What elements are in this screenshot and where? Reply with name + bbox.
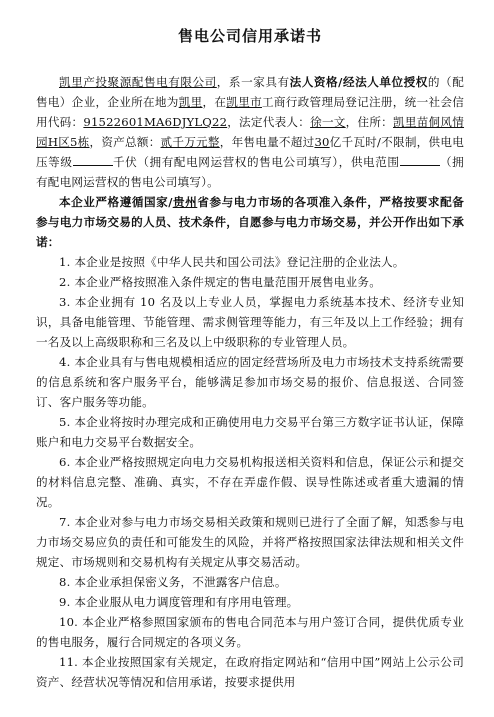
document-title: 售电公司信用承诺书: [177, 27, 322, 45]
commitment-item-9: 9. 本企业服从电力调度管理和有序用电管理。: [59, 595, 299, 609]
voltage-level-blank: [73, 153, 113, 166]
intro-text-9: 亿千瓦时/不限制，供电电压等级: [36, 135, 464, 169]
province-name: 贵州: [172, 195, 198, 209]
intro-text-7: ，资产总额：: [89, 135, 161, 149]
intro-text-11: （拥有配电网运营权的售电公司填写）。: [36, 155, 464, 189]
commitment-item-7: 7. 本企业对参与电力市场交易相关政策和规则已进行了全面了解，知悉参与电力市场交易应负的责任和可能发生的风险，并将严格按照国家法律法规和相关文件规定、市场规则和交易机构有关规定从事交易活动。: [36, 515, 464, 569]
commitment-item-11: 11. 本企业按照国家有关规定，在政府指定网站和“信用中国”网站上公示公司资产、经营状况等情况和信用承诺，按要求提供用: [36, 655, 464, 689]
intro-text-10: 千伏（拥有配电网运营权的售电公司填写），供电范围: [112, 155, 400, 169]
commitment-item-10: 10. 本企业严格参照国家颁布的售电合同范本与用户签订合同，提供优质专业的售电服务，履行合同规定的各项义务。: [36, 615, 464, 649]
commitment-item-3: 3. 本企业拥有 10 名及以上专业人员，掌握电力系统基本技术、经济专业知识，具备电能管理、节能管理、需求侧管理等能力，有三年及以上工作经验；拥有一名及以上高级职称和三名及以上中级职称的专业管理人员。: [36, 295, 464, 349]
admin-office: 凯里市: [226, 95, 262, 109]
company-address: 凯里苗侗风情园H区5栋: [36, 115, 465, 149]
annual-sales-volume: 30: [314, 135, 330, 149]
commit-text-1: 本企业严格遵循国家/: [59, 195, 173, 209]
company-name: 凯里产投聚源配售电有限公司: [59, 75, 217, 89]
intro-text-5: ，法定代表人：: [227, 115, 311, 129]
commit-text-2: 省参与电力市场的各项准入条件，严格按要求配备参与电力市场交易的人员、技术条件，自愿参与电力市场交易，并公开作出如下承诺：: [36, 195, 464, 249]
intro-text-8: ，年售电量不超过: [219, 135, 315, 149]
credit-code: 91522601MA6DJYLQ22: [83, 115, 228, 129]
supply-range-blank: [400, 153, 440, 166]
commitment-item-5: 5. 本企业将按时办理完成和正确使用电力交易平台第三方数字证书认证，保障账户和电力交易平台数据安全。: [36, 415, 464, 449]
commitment-heading: [36, 192, 464, 252]
intro-paragraph: [36, 72, 464, 192]
commitment-item-4: 4. 本企业具有与售电规模相适应的固定经营场所及电力市场技术支持系统需要的信息系统和客户服务平台，能够满足参加市场交易的报价、信息报送、合同签订、客户服务等功能。: [36, 355, 464, 409]
legal-representative: 徐一文: [310, 115, 346, 129]
intro-text-3: ，在: [202, 95, 227, 109]
commitment-item-2: 2. 本企业严格按照准入条件规定的售电量范围开展售电业务。: [59, 275, 381, 289]
intro-text-6: ，住所：: [345, 115, 394, 129]
intro-text-4: 工商行政管理局登记注册，统一社会信用代码：: [36, 95, 465, 129]
intro-text-1: ，系一家具有: [216, 75, 290, 89]
qualification-text: 法人资格/经法人单位授权: [289, 75, 428, 89]
company-location: 凯里: [178, 95, 203, 109]
commitment-item-1: 1. 本企业是按照《中华人民共和国公司法》登记注册的企业法人。: [59, 255, 405, 269]
commitment-item-8: 8. 本企业承担保密义务，不泄露客户信息。: [59, 575, 287, 589]
commitment-item-6: 6. 本企业严格按照规定向电力交易机构报送相关资料和信息，保证公示和提交的材料信息完整、准确、真实，不存在弄虚作假、误导性陈述或者重大遗漏的情况。: [36, 455, 464, 509]
total-assets: 贰千万元整: [160, 135, 220, 149]
intro-text-2: 的（配售电）企业，企业所在地为: [36, 75, 464, 109]
